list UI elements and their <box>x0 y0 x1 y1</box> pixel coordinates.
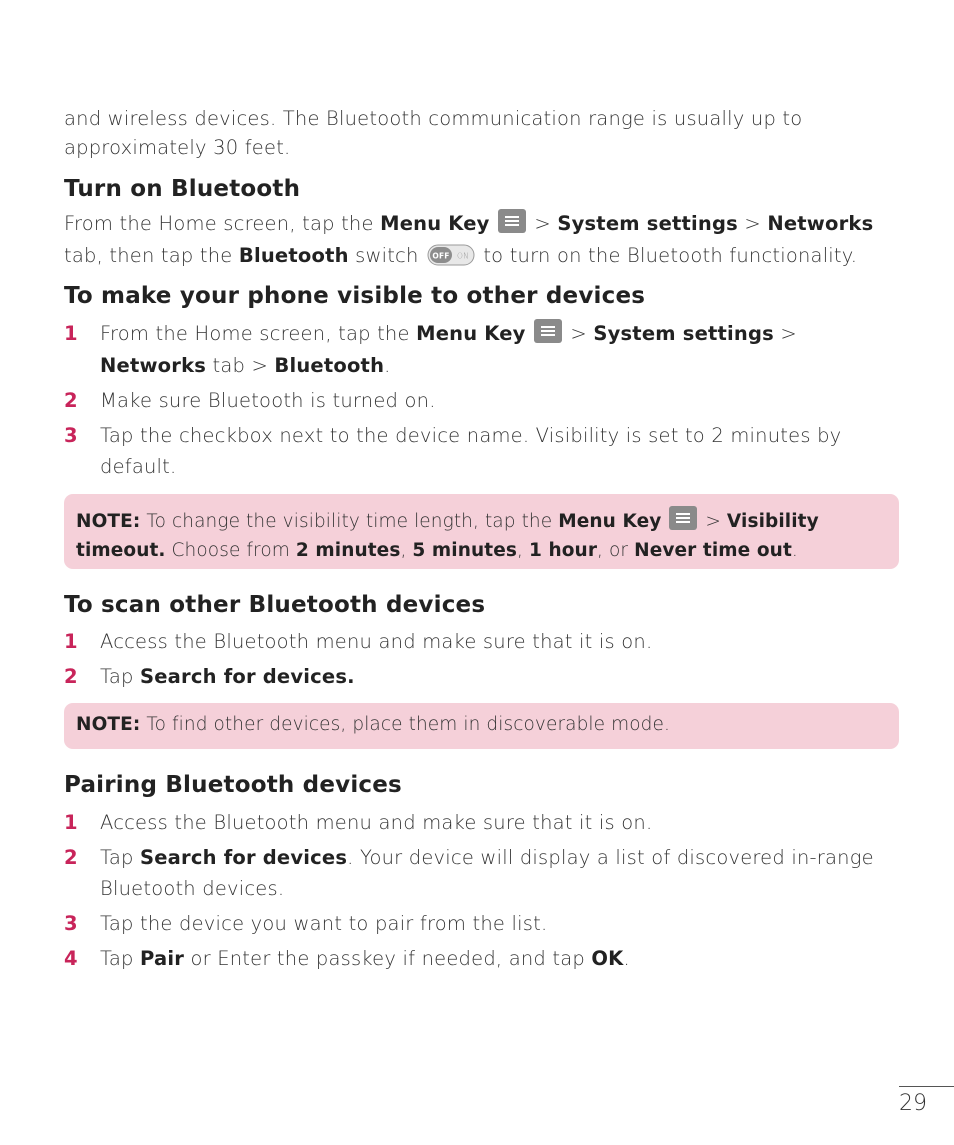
note-text <box>64 494 899 575</box>
visible-heading: To make your phone visible to other devices <box>64 283 646 309</box>
step-text <box>100 661 894 692</box>
page-number-rule <box>899 1086 954 1087</box>
step-text-part: . Your device will display a list of discovered in-range Bluetooth devices. <box>100 846 874 900</box>
search-for-devices-label: Search for devices <box>140 846 348 869</box>
step-text <box>100 943 894 974</box>
step-text-part: or Enter the passkey if needed, and tap <box>184 947 592 970</box>
step-text-part: Tap <box>100 846 141 869</box>
step-number: 4 <box>64 947 78 970</box>
step-number: 2 <box>64 665 78 688</box>
visibility-note <box>64 494 899 569</box>
note-text-part: , or <box>597 540 635 561</box>
page-number: 29 <box>899 1091 927 1116</box>
visibility-timeout-label: Visibility timeout. <box>76 511 819 561</box>
menu-key-icon <box>498 209 526 233</box>
networks-label: Networks <box>767 212 874 235</box>
separator: > <box>699 511 727 532</box>
step-text-part: From the Home screen, tap the <box>100 322 417 345</box>
turn-on-text-1: From the Home screen, tap the <box>64 212 381 235</box>
turn-on-text-2: tab, then tap the <box>64 244 239 267</box>
ok-label: OK <box>591 947 624 970</box>
turn-on-text-4: to turn on the Bluetooth functionality. <box>476 244 858 267</box>
note-label: NOTE: <box>76 511 141 532</box>
step-number: 1 <box>64 630 78 653</box>
step-text: Access the Bluetooth menu and make sure that it is on. <box>100 630 653 653</box>
step-number: 2 <box>64 846 78 869</box>
note-text-part: Choose from <box>165 540 296 561</box>
step-number: 3 <box>64 424 78 447</box>
turn-on-paragraph <box>64 208 894 272</box>
step-number: 3 <box>64 912 78 935</box>
step-number: 1 <box>64 811 78 834</box>
note-label: NOTE: <box>76 714 141 735</box>
step-text: Tap the device you want to pair from the list. <box>100 912 548 935</box>
note-text-part: , <box>516 540 529 561</box>
note-text-part: , <box>400 540 413 561</box>
turn-on-text-3: switch <box>348 244 425 267</box>
step-text-part: Tap <box>100 665 141 688</box>
scan-note <box>64 703 899 749</box>
step-text-part: Tap <box>100 947 141 970</box>
bluetooth-label: Bluetooth <box>274 354 385 377</box>
option-1-hour: 1 hour <box>528 540 598 561</box>
system-settings-label: System settings <box>557 212 738 235</box>
networks-label: Networks <box>100 354 207 377</box>
note-text <box>64 703 899 749</box>
step-text: Tap the checkbox next to the device name. Visibility is set to 2 minutes by default. <box>100 424 842 478</box>
note-text-part: To find other devices, place them in discoverable mode. <box>140 714 670 735</box>
step-text <box>100 318 894 382</box>
note-text-part: To change the visibility time length, tap the <box>140 511 559 532</box>
option-2-minutes: 2 minutes <box>295 540 401 561</box>
step-number: 2 <box>64 389 78 412</box>
step-text <box>100 842 894 904</box>
note-text-part: . <box>791 540 798 561</box>
separator: > <box>737 212 768 235</box>
menu-key-label: Menu Key <box>416 322 526 345</box>
separator: > <box>564 322 594 345</box>
step-text: Access the Bluetooth menu and make sure that it is on. <box>100 811 653 834</box>
menu-key-icon <box>669 506 697 530</box>
scan-heading: To scan other Bluetooth devices <box>64 592 486 618</box>
pairing-heading: Pairing Bluetooth devices <box>64 772 402 798</box>
switch-on-text: ON <box>456 251 469 261</box>
pair-label: Pair <box>140 947 185 970</box>
step-text-part: tab > <box>206 354 275 377</box>
step-text-part: . <box>384 354 391 377</box>
menu-key-label: Menu Key <box>558 511 662 532</box>
system-settings-label: System settings <box>593 322 774 345</box>
search-for-devices-label: Search for devices. <box>140 665 355 688</box>
bluetooth-switch-icon <box>427 243 475 267</box>
turn-on-heading: Turn on Bluetooth <box>64 176 301 202</box>
separator: > <box>528 212 558 235</box>
step-number: 1 <box>64 322 78 345</box>
option-never-time-out: Never time out <box>634 540 792 561</box>
step-text: Make sure Bluetooth is turned on. <box>100 389 436 412</box>
intro-paragraph <box>64 104 894 162</box>
separator: > <box>773 322 797 345</box>
menu-key-label: Menu Key <box>380 212 490 235</box>
intro-text: and wireless devices. The Bluetooth communication range is usually up to approximately 30 feet. <box>64 107 803 159</box>
menu-key-icon <box>534 319 562 343</box>
bluetooth-label: Bluetooth <box>238 244 349 267</box>
switch-off-text: OFF <box>432 251 450 261</box>
option-5-minutes: 5 minutes <box>412 540 517 561</box>
step-text-part: . <box>623 947 630 970</box>
